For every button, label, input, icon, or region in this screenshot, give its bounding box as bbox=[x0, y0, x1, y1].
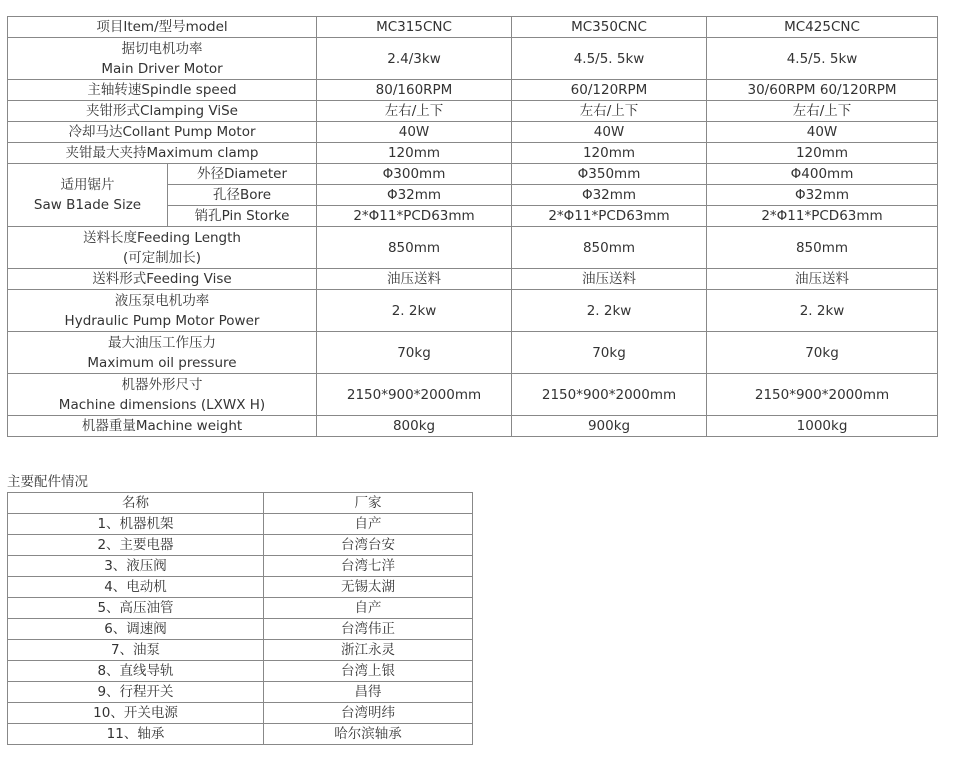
model-header: MC425CNC bbox=[707, 17, 938, 38]
label-line: 适用锯片 bbox=[60, 177, 115, 193]
spec-value: 120mm bbox=[512, 143, 707, 164]
spec-label bbox=[8, 227, 317, 269]
part-name: 11、轴承 bbox=[8, 724, 264, 745]
spec-label bbox=[8, 269, 317, 290]
label-line: 夹钳形式Clamping ViSe bbox=[86, 103, 238, 119]
part-name: 4、电动机 bbox=[8, 577, 264, 598]
label-line: 主轴转速Spindle speed bbox=[87, 82, 237, 98]
parts-header-row bbox=[8, 493, 473, 514]
spec-label bbox=[8, 332, 317, 374]
model-header: MC315CNC bbox=[317, 17, 512, 38]
spec-value: 2*Φ11*PCD63mm bbox=[317, 206, 512, 227]
spec-value: 800kg bbox=[317, 416, 512, 437]
spec-row bbox=[8, 122, 938, 143]
parts-table-body bbox=[8, 493, 473, 745]
part-maker: 台湾上银 bbox=[264, 661, 473, 682]
parts-row bbox=[8, 556, 473, 577]
spec-value: 900kg bbox=[512, 416, 707, 437]
blade-sub-label: 孔径Bore bbox=[168, 185, 317, 206]
spec-value: 40W bbox=[317, 122, 512, 143]
spec-label bbox=[8, 416, 317, 437]
spec-label bbox=[8, 38, 317, 80]
spec-value: 2*Φ11*PCD63mm bbox=[707, 206, 938, 227]
label-line: Saw B1ade Size bbox=[33, 197, 142, 213]
spec-value: 2*Φ11*PCD63mm bbox=[512, 206, 707, 227]
spec-header-label: 项目Item/型号model bbox=[8, 17, 317, 38]
part-name: 1、机器机架 bbox=[8, 514, 264, 535]
spec-value: 40W bbox=[707, 122, 938, 143]
part-maker: 昌得 bbox=[264, 682, 473, 703]
spec-value: Φ32mm bbox=[317, 185, 512, 206]
label-line: Machine dimensions (LXWX H) bbox=[58, 396, 266, 413]
spec-header-row bbox=[8, 17, 938, 38]
blade-group-label bbox=[8, 164, 168, 227]
parts-row bbox=[8, 682, 473, 703]
parts-row bbox=[8, 661, 473, 682]
spec-value: 2. 2kw bbox=[317, 290, 512, 332]
label-line: 送料长度Feeding Length bbox=[83, 229, 241, 246]
spec-row bbox=[8, 374, 938, 416]
spec-row bbox=[8, 269, 938, 290]
label-line: 液压泵电机功率 bbox=[114, 292, 210, 309]
part-name: 3、液压阀 bbox=[8, 556, 264, 577]
blade-sub-label: 外径Diameter bbox=[168, 164, 317, 185]
label-line: (可定制加长) bbox=[122, 249, 202, 266]
parts-row bbox=[8, 514, 473, 535]
spec-value: 850mm bbox=[512, 227, 707, 269]
spec-value: 2150*900*2000mm bbox=[317, 374, 512, 416]
spec-label bbox=[8, 80, 317, 101]
label-line: 送料形式Feeding Vise bbox=[92, 271, 232, 287]
parts-row bbox=[8, 619, 473, 640]
spec-value: 1000kg bbox=[707, 416, 938, 437]
spec-value: 2150*900*2000mm bbox=[512, 374, 707, 416]
part-maker: 浙江永灵 bbox=[264, 640, 473, 661]
part-name: 8、直线导轨 bbox=[8, 661, 264, 682]
spec-value: 油压送料 bbox=[512, 269, 707, 290]
parts-row bbox=[8, 535, 473, 556]
label-line: Maximum oil pressure bbox=[87, 354, 237, 371]
spec-value: 850mm bbox=[707, 227, 938, 269]
part-name: 10、开关电源 bbox=[8, 703, 264, 724]
label-line: 机器外形尺寸 bbox=[121, 376, 203, 393]
spec-value: 油压送料 bbox=[707, 269, 938, 290]
part-maker: 自产 bbox=[264, 598, 473, 619]
spec-row bbox=[8, 80, 938, 101]
blade-sub-label: 销孔Pin Storke bbox=[168, 206, 317, 227]
spec-row bbox=[8, 332, 938, 374]
spec-table bbox=[7, 16, 938, 437]
spec-label bbox=[8, 122, 317, 143]
spec-label bbox=[8, 290, 317, 332]
spec-value: 4.5/5. 5kw bbox=[512, 38, 707, 80]
spec-row bbox=[8, 101, 938, 122]
label-line: Main Driver Motor bbox=[101, 60, 223, 77]
spec-value: 40W bbox=[512, 122, 707, 143]
spec-value: 2150*900*2000mm bbox=[707, 374, 938, 416]
spec-row bbox=[8, 227, 938, 269]
spec-value: 70kg bbox=[707, 332, 938, 374]
spec-table-body bbox=[8, 17, 938, 437]
spec-value: 120mm bbox=[317, 143, 512, 164]
spec-row bbox=[8, 143, 938, 164]
spec-value: 70kg bbox=[512, 332, 707, 374]
blade-row bbox=[8, 164, 938, 185]
spec-value: Φ350mm bbox=[512, 164, 707, 185]
spec-value: 左右/上下 bbox=[317, 101, 512, 122]
spec-value: 80/160RPM bbox=[317, 80, 512, 101]
spec-value: Φ300mm bbox=[317, 164, 512, 185]
spec-value: 左右/上下 bbox=[512, 101, 707, 122]
part-maker: 台湾伟正 bbox=[264, 619, 473, 640]
spec-value: 油压送料 bbox=[317, 269, 512, 290]
parts-row bbox=[8, 598, 473, 619]
part-name: 5、高压油管 bbox=[8, 598, 264, 619]
part-name: 9、行程开关 bbox=[8, 682, 264, 703]
parts-row bbox=[8, 724, 473, 745]
parts-row bbox=[8, 577, 473, 598]
spec-value: Φ400mm bbox=[707, 164, 938, 185]
label-line: 最大油压工作压力 bbox=[108, 334, 216, 351]
label-line: 据切电机功率 bbox=[121, 40, 203, 57]
model-header: MC350CNC bbox=[512, 17, 707, 38]
spec-value: 2.4/3kw bbox=[317, 38, 512, 80]
spec-value: 2. 2kw bbox=[707, 290, 938, 332]
part-maker: 哈尔滨轴承 bbox=[264, 724, 473, 745]
spec-row bbox=[8, 416, 938, 437]
part-name: 6、调速阀 bbox=[8, 619, 264, 640]
part-maker: 台湾明纬 bbox=[264, 703, 473, 724]
spec-value: 70kg bbox=[317, 332, 512, 374]
label-line: 夹钳最大夹持Maximum clamp bbox=[65, 145, 259, 161]
spec-label bbox=[8, 374, 317, 416]
spec-value: 30/60RPM 60/120RPM bbox=[707, 80, 938, 101]
parts-row bbox=[8, 640, 473, 661]
part-maker: 无锡太湖 bbox=[264, 577, 473, 598]
parts-table bbox=[7, 492, 473, 745]
spec-value: 60/120RPM bbox=[512, 80, 707, 101]
part-maker: 自产 bbox=[264, 514, 473, 535]
parts-caption: 主要配件情况 bbox=[7, 474, 88, 490]
spec-value: 4.5/5. 5kw bbox=[707, 38, 938, 80]
spec-row bbox=[8, 38, 938, 80]
spec-label bbox=[8, 101, 317, 122]
parts-row bbox=[8, 703, 473, 724]
parts-header-cell: 名称 bbox=[8, 493, 264, 514]
spec-label bbox=[8, 143, 317, 164]
part-maker: 台湾七洋 bbox=[264, 556, 473, 577]
spec-value: 2. 2kw bbox=[512, 290, 707, 332]
spec-value: Φ32mm bbox=[512, 185, 707, 206]
spec-value: 左右/上下 bbox=[707, 101, 938, 122]
spec-value: 120mm bbox=[707, 143, 938, 164]
spec-value: 850mm bbox=[317, 227, 512, 269]
spec-row bbox=[8, 290, 938, 332]
label-line: 冷却马达Collant Pump Motor bbox=[68, 124, 256, 140]
part-name: 2、主要电器 bbox=[8, 535, 264, 556]
label-line: 机器重量Machine weight bbox=[81, 418, 243, 434]
part-maker: 台湾台安 bbox=[264, 535, 473, 556]
label-line: Hydraulic Pump Motor Power bbox=[64, 312, 260, 329]
part-name: 7、油泵 bbox=[8, 640, 264, 661]
spec-value: Φ32mm bbox=[707, 185, 938, 206]
parts-header-cell: 厂家 bbox=[264, 493, 473, 514]
